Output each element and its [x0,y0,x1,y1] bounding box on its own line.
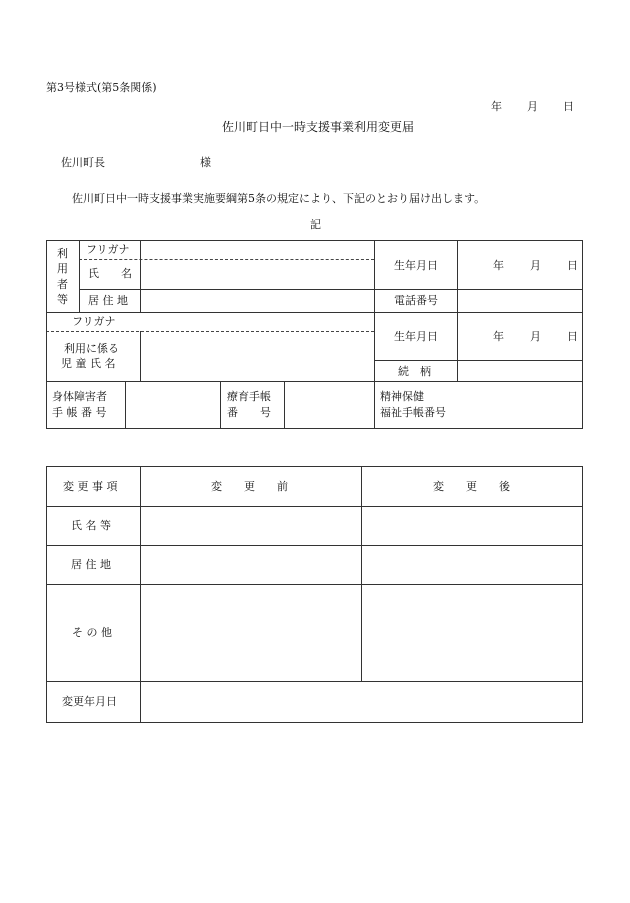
address-field[interactable] [141,290,374,312]
date-month: 月 [527,100,538,113]
name-label: 氏 名 [88,267,132,280]
phone-field[interactable] [458,290,582,312]
change-date-field[interactable] [141,682,582,722]
form-title: 佐川町日中一時支援事業利用変更届 [222,120,415,134]
row-label-other: そ の 他 [72,626,112,639]
birth-month: 月 [530,259,541,272]
before-other-field[interactable] [141,585,361,681]
child-birth-day: 日 [567,330,578,343]
form-number: 第3号様式(第5条関係) [46,81,157,94]
change-date-label: 変更年月日 [62,695,117,708]
furigana-field[interactable] [141,241,374,259]
disability-label-1: 身体障害者 [52,390,107,403]
before-address-field[interactable] [141,546,361,584]
birth-day: 日 [567,259,578,272]
row-label-address: 居 住 地 [71,558,111,571]
header-before: 変 更 前 [211,480,288,493]
address-label: 居 住 地 [88,294,128,307]
user-label-4: 等 [57,293,68,306]
relationship-label: 続 柄 [398,365,431,378]
birthdate-label: 生年月日 [394,259,438,272]
row-label-name: 氏 名 等 [71,519,111,532]
birth-year: 年 [493,259,504,272]
after-name-field[interactable] [362,507,582,545]
header-change-item: 変 更 事 項 [63,480,118,493]
child-furigana-label: フリガナ [72,315,116,328]
after-address-field[interactable] [362,546,582,584]
header-after: 変 更 後 [433,480,510,493]
disability-label-2: 手 帳 番 号 [52,406,107,419]
child-birth-year: 年 [493,330,504,343]
child-name-label-1: 利用に係る [64,342,119,355]
user-label-3: 者 [57,278,68,291]
ryoiku-label-2: 番 号 [227,406,271,419]
ki-label: 記 [310,218,321,231]
child-name-field[interactable] [141,332,374,381]
before-name-field[interactable] [141,507,361,545]
after-other-field[interactable] [362,585,582,681]
child-birth-month: 月 [530,330,541,343]
user-label-1: 利 [57,247,68,260]
child-name-label-2: 児 童 氏 名 [61,357,116,370]
statement: 佐川町日中一時支援事業実施要綱第5条の規定により、下記のとおり届け出します。 [72,192,486,205]
user-label-2: 用 [57,262,68,275]
name-field[interactable] [141,260,374,289]
disability-number-field[interactable] [126,382,220,428]
ryoiku-label-1: 療育手帳 [227,390,271,403]
child-birthdate-label: 生年月日 [394,330,438,343]
child-furigana-field[interactable] [141,313,374,331]
relationship-field[interactable] [458,361,582,381]
addressee-honorific: 様 [200,156,211,169]
mental-number-field[interactable] [458,382,582,428]
addressee-name: 佐川町長 [61,156,105,169]
ryoiku-number-field[interactable] [285,382,374,428]
date-year: 年 [491,100,502,113]
furigana-label: フリガナ [86,243,130,256]
mental-label-2: 福祉手帳番号 [380,406,446,419]
mental-label-1: 精神保健 [380,390,424,403]
date-day: 日 [563,100,574,113]
phone-label: 電話番号 [394,294,438,307]
